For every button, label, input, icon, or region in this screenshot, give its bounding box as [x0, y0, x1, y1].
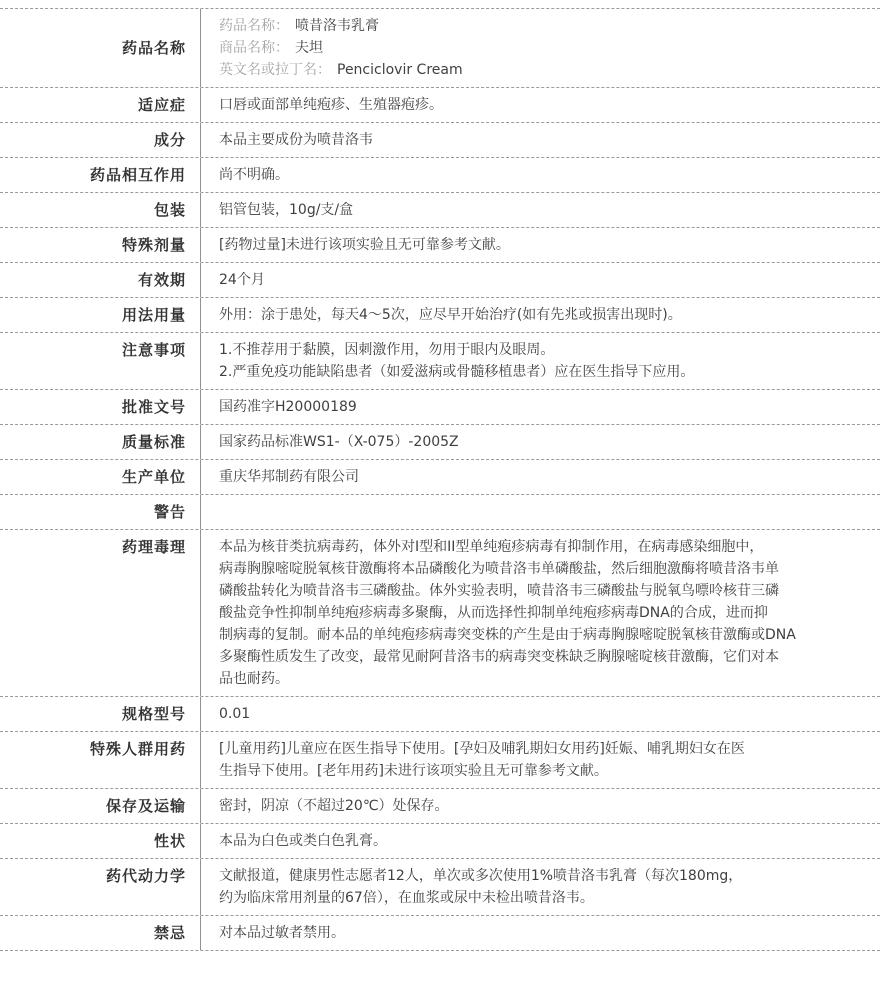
row-value-cell [200, 789, 880, 823]
row-value-cell [200, 193, 880, 227]
row-pharmacology-toxicology [0, 530, 880, 697]
row-value-line: [药物过量]未进行该项实验且无可靠参考文献。 [219, 237, 510, 253]
row-value-cell [200, 697, 880, 731]
row-label: 保存及运输 [105, 797, 186, 815]
row-label-cell [0, 123, 200, 157]
row-value-line: 尚不明确。 [219, 167, 289, 183]
row-value-line: 本品为白色或类白色乳膏。 [219, 833, 387, 849]
row-value-cell [200, 9, 880, 87]
row-value-line: 对本品过敏者禁用。 [219, 925, 345, 941]
row-label: 生产单位 [121, 468, 186, 486]
pair-key: 药品名称： [219, 18, 289, 34]
row-label: 药理毒理 [121, 538, 186, 556]
row-label-cell [0, 697, 200, 731]
row-value-line: 磷酸盐转化为喷昔洛韦三磷酸盐。体外实验表明，喷昔洛韦三磷酸盐与脱氧鸟嘌呤核苷三磷 [219, 583, 779, 599]
pair-key: 英文名或拉丁名： [219, 62, 331, 78]
row-quality-standard [0, 425, 880, 460]
row-label: 性状 [153, 832, 186, 850]
row-label: 特殊人群用药 [89, 740, 186, 758]
row-value-cell [200, 158, 880, 192]
row-storage-transport [0, 789, 880, 824]
row-value-line: 文献报道，健康男性志愿者12人，单次或多次使用1%喷昔洛韦乳膏（每次180mg， [219, 868, 743, 884]
row-specification [0, 697, 880, 732]
row-label-cell [0, 193, 200, 227]
row-value-line: 铝管包装，10g/支/盒 [219, 202, 354, 218]
row-value-line: [儿童用药]儿童应在医生指导下使用。[孕妇及哺乳期妇女用药]妊娠、哺乳期妇女在医 [219, 741, 745, 757]
row-value-line: 酸盐竞争性抑制单纯疱疹病毒多聚酶，从而选择性抑制单纯疱疹病毒DNA的合成，进而抑 [219, 605, 768, 621]
row-value-cell [200, 916, 880, 950]
row-label: 警告 [153, 503, 186, 521]
row-value-line: 重庆华邦制药有限公司 [219, 469, 359, 485]
row-label-cell [0, 333, 200, 389]
row-value-cell [200, 263, 880, 297]
row-label-cell [0, 530, 200, 696]
row-label-cell [0, 9, 200, 87]
row-value-line: 1.不推荐用于黏膜，因刺激作用，勿用于眼内及眼周。 [219, 342, 555, 358]
drug-name-generic [219, 15, 868, 37]
drug-name-brand [219, 37, 868, 59]
row-value-line: 0.01 [219, 706, 251, 722]
row-value-line: 密封，阴凉（不超过20℃）处保存。 [219, 798, 449, 814]
row-value-line: 本品主要成份为喷昔洛韦 [219, 132, 373, 148]
row-label: 注意事项 [121, 341, 186, 359]
row-label: 适应症 [137, 96, 186, 114]
row-value-cell [200, 859, 880, 915]
row-warning [0, 495, 880, 530]
row-shelf-life [0, 263, 880, 298]
pair-value: 喷昔洛韦乳膏 [295, 18, 379, 34]
row-label: 药品相互作用 [89, 166, 186, 184]
drug-name-english [219, 59, 868, 81]
row-value-cell [200, 333, 880, 389]
row-indications [0, 88, 880, 123]
row-label: 包装 [153, 201, 186, 219]
row-approval-number [0, 390, 880, 425]
row-value-line: 品也耐药。 [219, 671, 289, 687]
row-value-cell [200, 88, 880, 122]
row-value-line: 国家药品标准WS1-（X-075）-2005Z [219, 434, 459, 450]
row-value-line: 制病毒的复制。耐本品的单纯疱疹病毒突变株的产生是由于病毒胸腺嘧啶脱氧核苷激酶或DNA [219, 627, 796, 643]
row-value-line: 口唇或面部单纯疱疹、生殖器疱疹。 [219, 97, 443, 113]
row-value-cell [200, 228, 880, 262]
row-contraindications [0, 916, 880, 951]
row-label: 特殊剂量 [121, 236, 186, 254]
row-value-cell [200, 824, 880, 858]
row-label-cell [0, 425, 200, 459]
row-label: 批准文号 [121, 398, 186, 416]
row-pharmacokinetics [0, 859, 880, 916]
row-label: 有效期 [137, 271, 186, 289]
pair-key: 商品名称： [219, 40, 289, 56]
row-label-cell [0, 88, 200, 122]
row-label: 药品名称 [121, 39, 186, 57]
row-label-cell [0, 495, 200, 529]
row-label: 成分 [153, 131, 186, 149]
row-value-line [219, 501, 868, 523]
row-label-cell [0, 390, 200, 424]
row-value-cell [200, 390, 880, 424]
row-label-cell [0, 789, 200, 823]
row-value-line: 生指导下使用。[老年用药]未进行该项实验且无可靠参考文献。 [219, 763, 608, 779]
row-value-line: 2.严重免疫功能缺陷患者（如爱滋病或骨髓移植患者）应在医生指导下应用。 [219, 364, 695, 380]
row-value-cell [200, 298, 880, 332]
row-value-cell [200, 425, 880, 459]
row-label-cell [0, 298, 200, 332]
row-appearance [0, 824, 880, 859]
row-value-line: 24个月 [219, 272, 265, 288]
row-precautions [0, 333, 880, 390]
row-value-cell [200, 732, 880, 788]
pair-value: 夫坦 [295, 40, 323, 56]
row-value-line: 国药准字H20000189 [219, 399, 357, 415]
drug-info-table [0, 8, 880, 951]
row-special-populations [0, 732, 880, 789]
row-value-line: 病毒胸腺嘧啶脱氧核苷激酶将本品磷酸化为喷昔洛韦单磷酸盐，然后细胞激酶将喷昔洛韦单 [219, 561, 779, 577]
row-label-cell [0, 732, 200, 788]
row-label-cell [0, 158, 200, 192]
row-value-cell [200, 530, 880, 696]
row-value-cell [200, 495, 880, 529]
row-label: 规格型号 [121, 705, 186, 723]
row-ingredients [0, 123, 880, 158]
row-drug-name [0, 9, 880, 88]
row-value-line: 外用：涂于患处，每天4～5次，应尽早开始治疗(如有先兆或损害出现时)。 [219, 307, 682, 323]
row-value-line: 多聚酶性质发生了改变，最常见耐阿昔洛韦的病毒突变株缺乏胸腺嘧啶核苷激酶，它们对本 [219, 649, 779, 665]
pair-value: Penciclovir Cream [337, 62, 463, 78]
row-value-line: 本品为核苷类抗病毒药，体外对I型和II型单纯疱疹病毒有抑制作用，在病毒感染细胞中， [219, 539, 764, 555]
row-label-cell [0, 460, 200, 494]
row-value-line: 约为临床常用剂量的67倍），在血浆或尿中未检出喷昔洛韦。 [219, 890, 594, 906]
row-label: 质量标准 [121, 433, 186, 451]
row-label-cell [0, 263, 200, 297]
row-value-cell [200, 460, 880, 494]
row-label-cell [0, 228, 200, 262]
row-label: 禁忌 [153, 924, 186, 942]
row-manufacturer [0, 460, 880, 495]
row-special-dosage [0, 228, 880, 263]
row-packaging [0, 193, 880, 228]
row-label: 药代动力学 [105, 867, 186, 885]
row-label: 用法用量 [121, 306, 186, 324]
row-usage-dosage [0, 298, 880, 333]
row-label-cell [0, 916, 200, 950]
row-label-cell [0, 824, 200, 858]
row-value-cell [200, 123, 880, 157]
row-label-cell [0, 859, 200, 915]
row-drug-interactions [0, 158, 880, 193]
